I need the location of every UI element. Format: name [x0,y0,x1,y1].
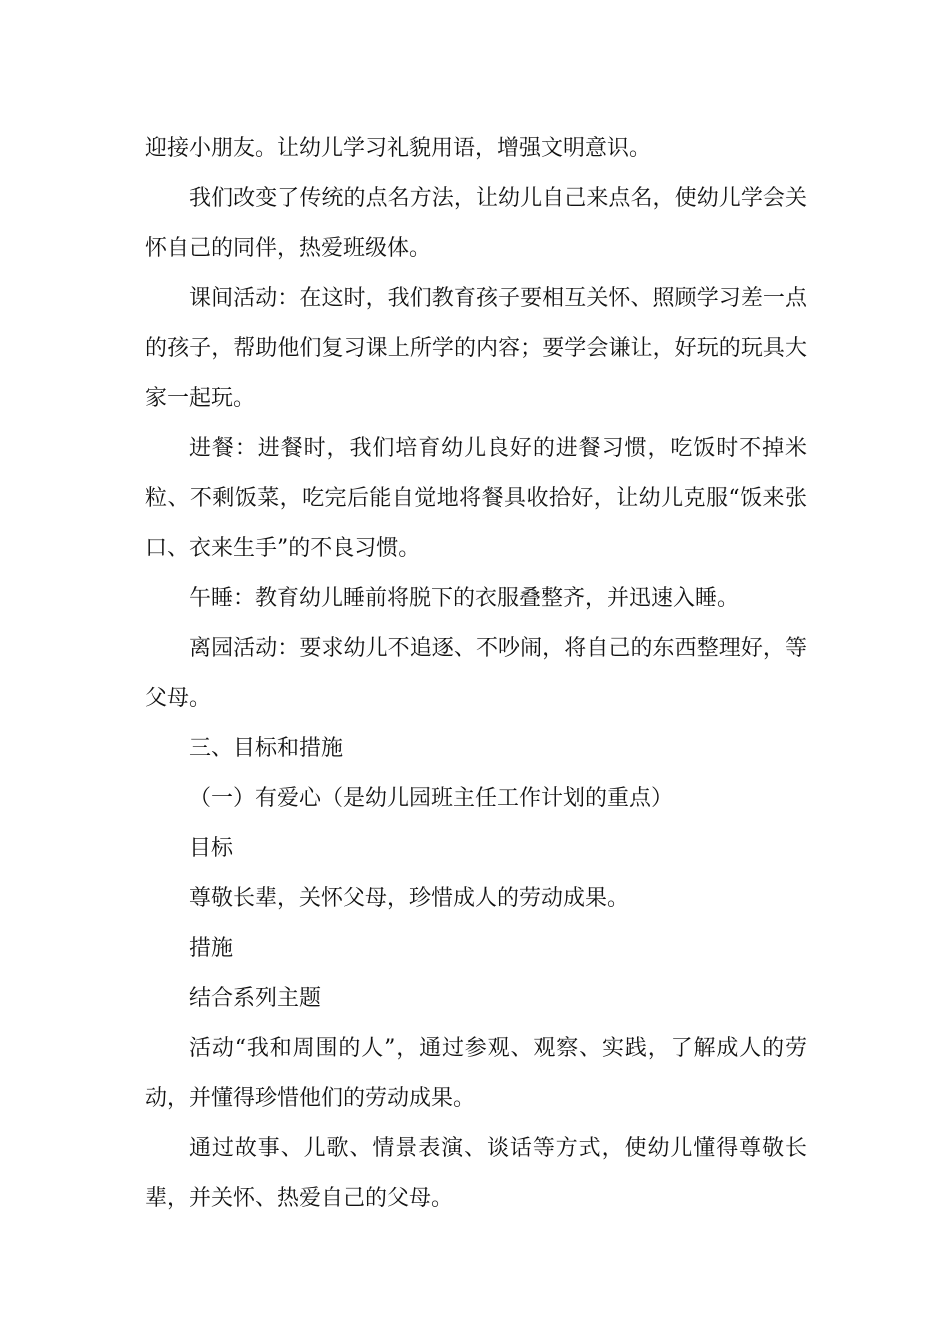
paragraph: 午睡：教育幼儿睡前将脱下的衣服叠整齐，并迅速入睡。 [189,586,740,611]
paragraph: 我们改变了传统的点名方法，让幼儿自己来点名，使幼儿学会关怀自己的同伴，热爱班级体。 [145,186,807,261]
label-goal: 目标 [189,836,234,861]
paragraph: 课间活动：在这时，我们教育孩子要相互关怀、照顾学习差一点的孩子，帮助他们复习课上所学的内容；要学会谦让，好玩的玩具大家一起玩。 [145,286,807,411]
paragraph: 活动“我和周围的人”，通过参观、观察、实践，了解成人的劳动，并懂得珍惜他们的劳动成果。 [145,1036,807,1111]
document-body [145,124,807,1224]
paragraph: 进餐：进餐时，我们培育幼儿良好的进餐习惯，吃饭时不掉米粒、不剩饭菜，吃完后能自觉地将餐具收拾好，让幼儿克服“饭来张口、衣来生手”的不良习惯。 [145,436,807,561]
paragraph: 通过故事、儿歌、情景表演、谈话等方式，使幼儿懂得尊敬长辈，并关怀、热爱自己的父母。 [145,1136,807,1211]
subsection-heading: （一）有爱心（是幼儿园班主任工作计划的重点） [189,786,674,811]
paragraph: 结合系列主题 [189,986,322,1011]
paragraph: 迎接小朋友。让幼儿学习礼貌用语，增强文明意识。 [145,136,652,161]
paragraph: 离园活动：要求幼儿不追逐、不吵闹，将自己的东西整理好，等父母。 [145,636,807,711]
section-heading: 三、目标和措施 [189,736,344,761]
label-measures: 措施 [189,936,234,961]
paragraph: 尊敬长辈，关怀父母，珍惜成人的劳动成果。 [189,886,630,911]
